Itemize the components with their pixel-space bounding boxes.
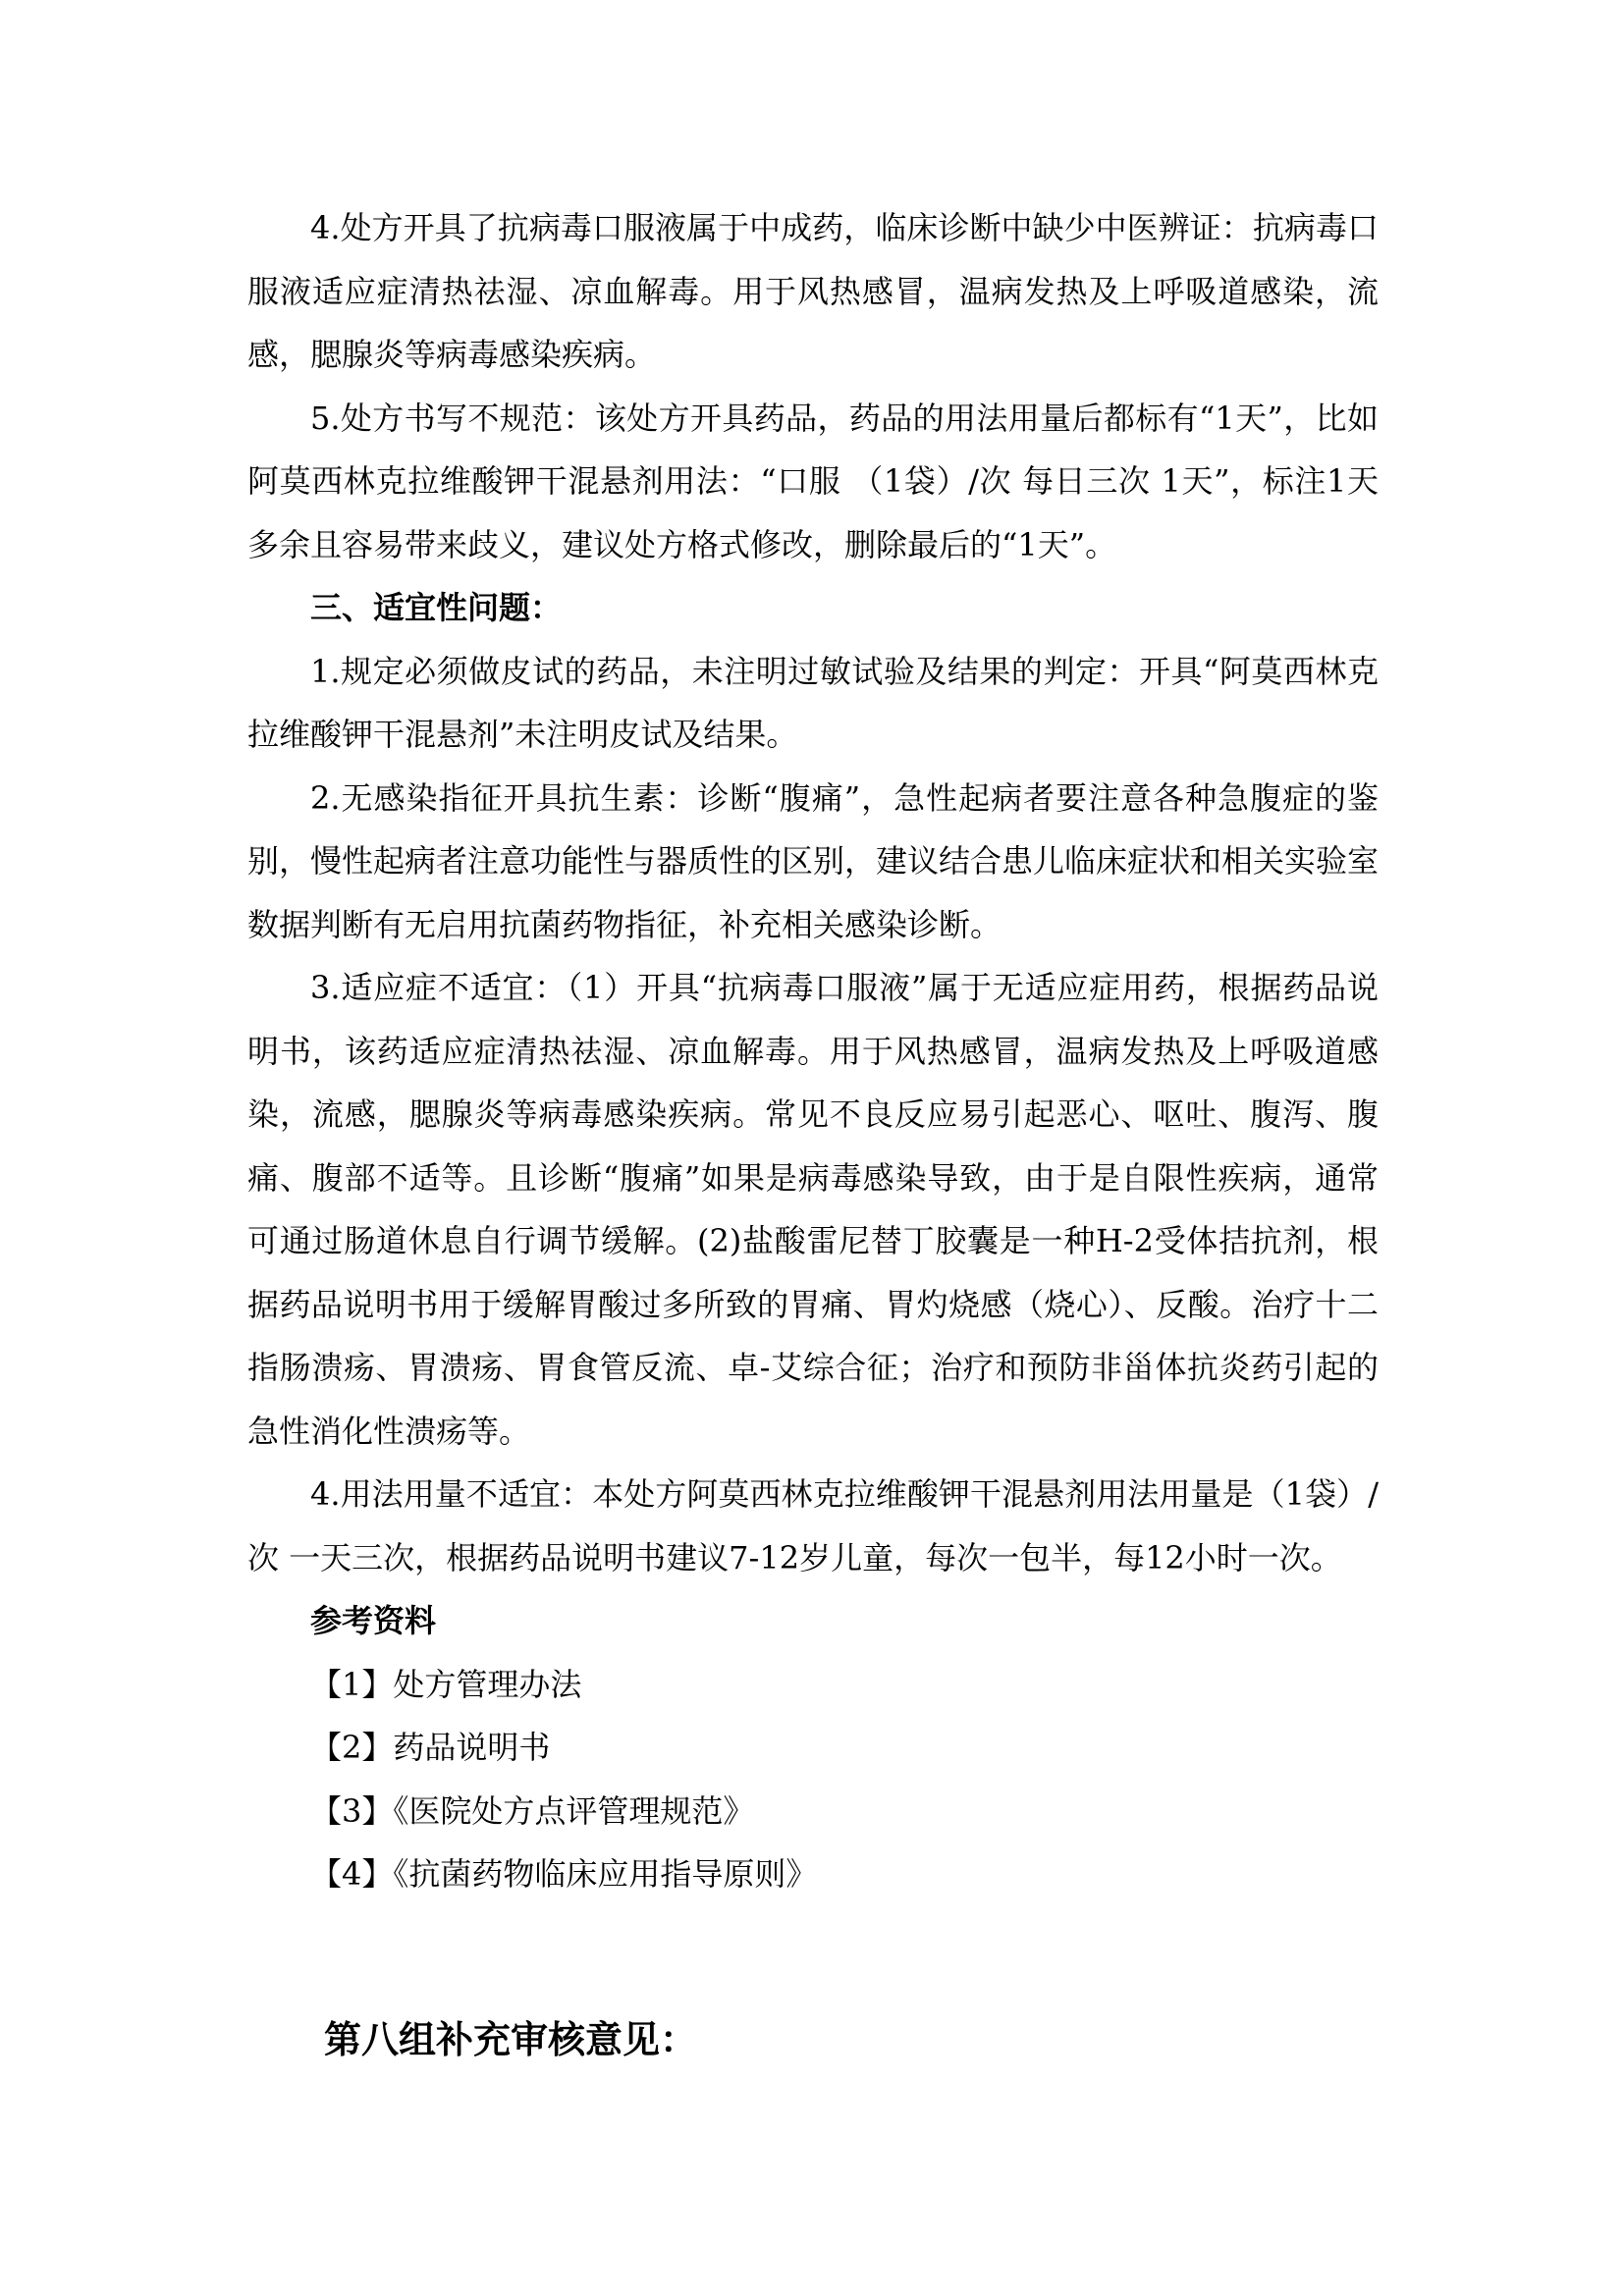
paragraph-indication-unsuitable: 3.适应症不适宜：（1）开具“抗病毒口服液”属于无适应症用药，根据药品说明书，该药适应症清热祛湿、凉血解毒。用于风热感冒，温病发热及上呼吸道感染，流感，腮腺炎等病毒感染疾病。常见不良反应易引起恶心、呕吐、腹泻、腹痛、腹部不适等。且诊断“腹痛”如果是病毒感染导致，由于是自限性疾病，通常可通过肠道休息自行调节缓解。(2)盐酸雷尼替丁胶囊是一种H-2受体拮抗剂，根据药品说明书用于缓解胃酸过多所致的胃痛、胃灼烧感（烧心）、反酸。治疗十二指肠溃疡、胃溃疡、胃食管反流、卓-艾综合征；治疗和预防非甾体抗炎药引起的急性消化性溃疡等。 [247,969,1379,1450]
paragraph-tcm-diagnosis: 4.处方开具了抗病毒口服液属于中成药，临床诊断中缺少中医辨证：抗病毒口服液适应症清热祛湿、凉血解毒。用于风热感冒，温病发热及上呼吸道感染，流感，腮腺炎等病毒感染疾病。 [247,209,1379,373]
paragraph-dosage-unsuitable: 4.用法用量不适宜：本处方阿莫西林克拉维酸钾干混悬剂用法用量是（1袋）/次 一天三次，根据药品说明书建议7-12岁儿童，每次一包半，每12小时一次。 [247,1475,1379,1576]
references-title: 参考资料 [310,1602,437,1639]
reference-item: 【1】处方管理办法 [310,1665,582,1703]
heading-suitability-issues: 三、适宜性问题： [310,589,563,626]
section-title-group-eight: 第八组补充审核意见： [324,2018,698,2061]
document-body [247,196,1379,1906]
reference-item: 【2】药品说明书 [310,1729,551,1766]
paragraph-antibiotic-indication: 2.无感染指征开具抗生素：诊断“腹痛”，急性起病者要注意各种急腹症的鉴别，慢性起病者注意功能性与器质性的区别，建议结合患儿临床症状和相关实验室数据判断有无启用抗菌药物指征，补充相关感染诊断。 [247,778,1380,943]
paragraph-prescription-format: 5.处方书写不规范：该处方开具药品，药品的用法用量后都标有“1天”，比如阿莫西林克拉维酸钾干混悬剂用法：“口服 （1袋）/次 每日三次 1天”，标注1天多余且容易带来歧义，建议处方格式修改，删除最后的“1天”。 [247,399,1379,563]
reference-item: 【3】《医院处方点评管理规范》 [310,1791,755,1830]
paragraph-skin-test: 1.规定必须做皮试的药品，未注明过敏试验及结果的判定：开具“阿莫西林克拉维酸钾干混悬剂”未注明皮试及结果。 [247,652,1379,753]
reference-item: 【4】《抗菌药物临床应用指导原则》 [310,1855,818,1893]
